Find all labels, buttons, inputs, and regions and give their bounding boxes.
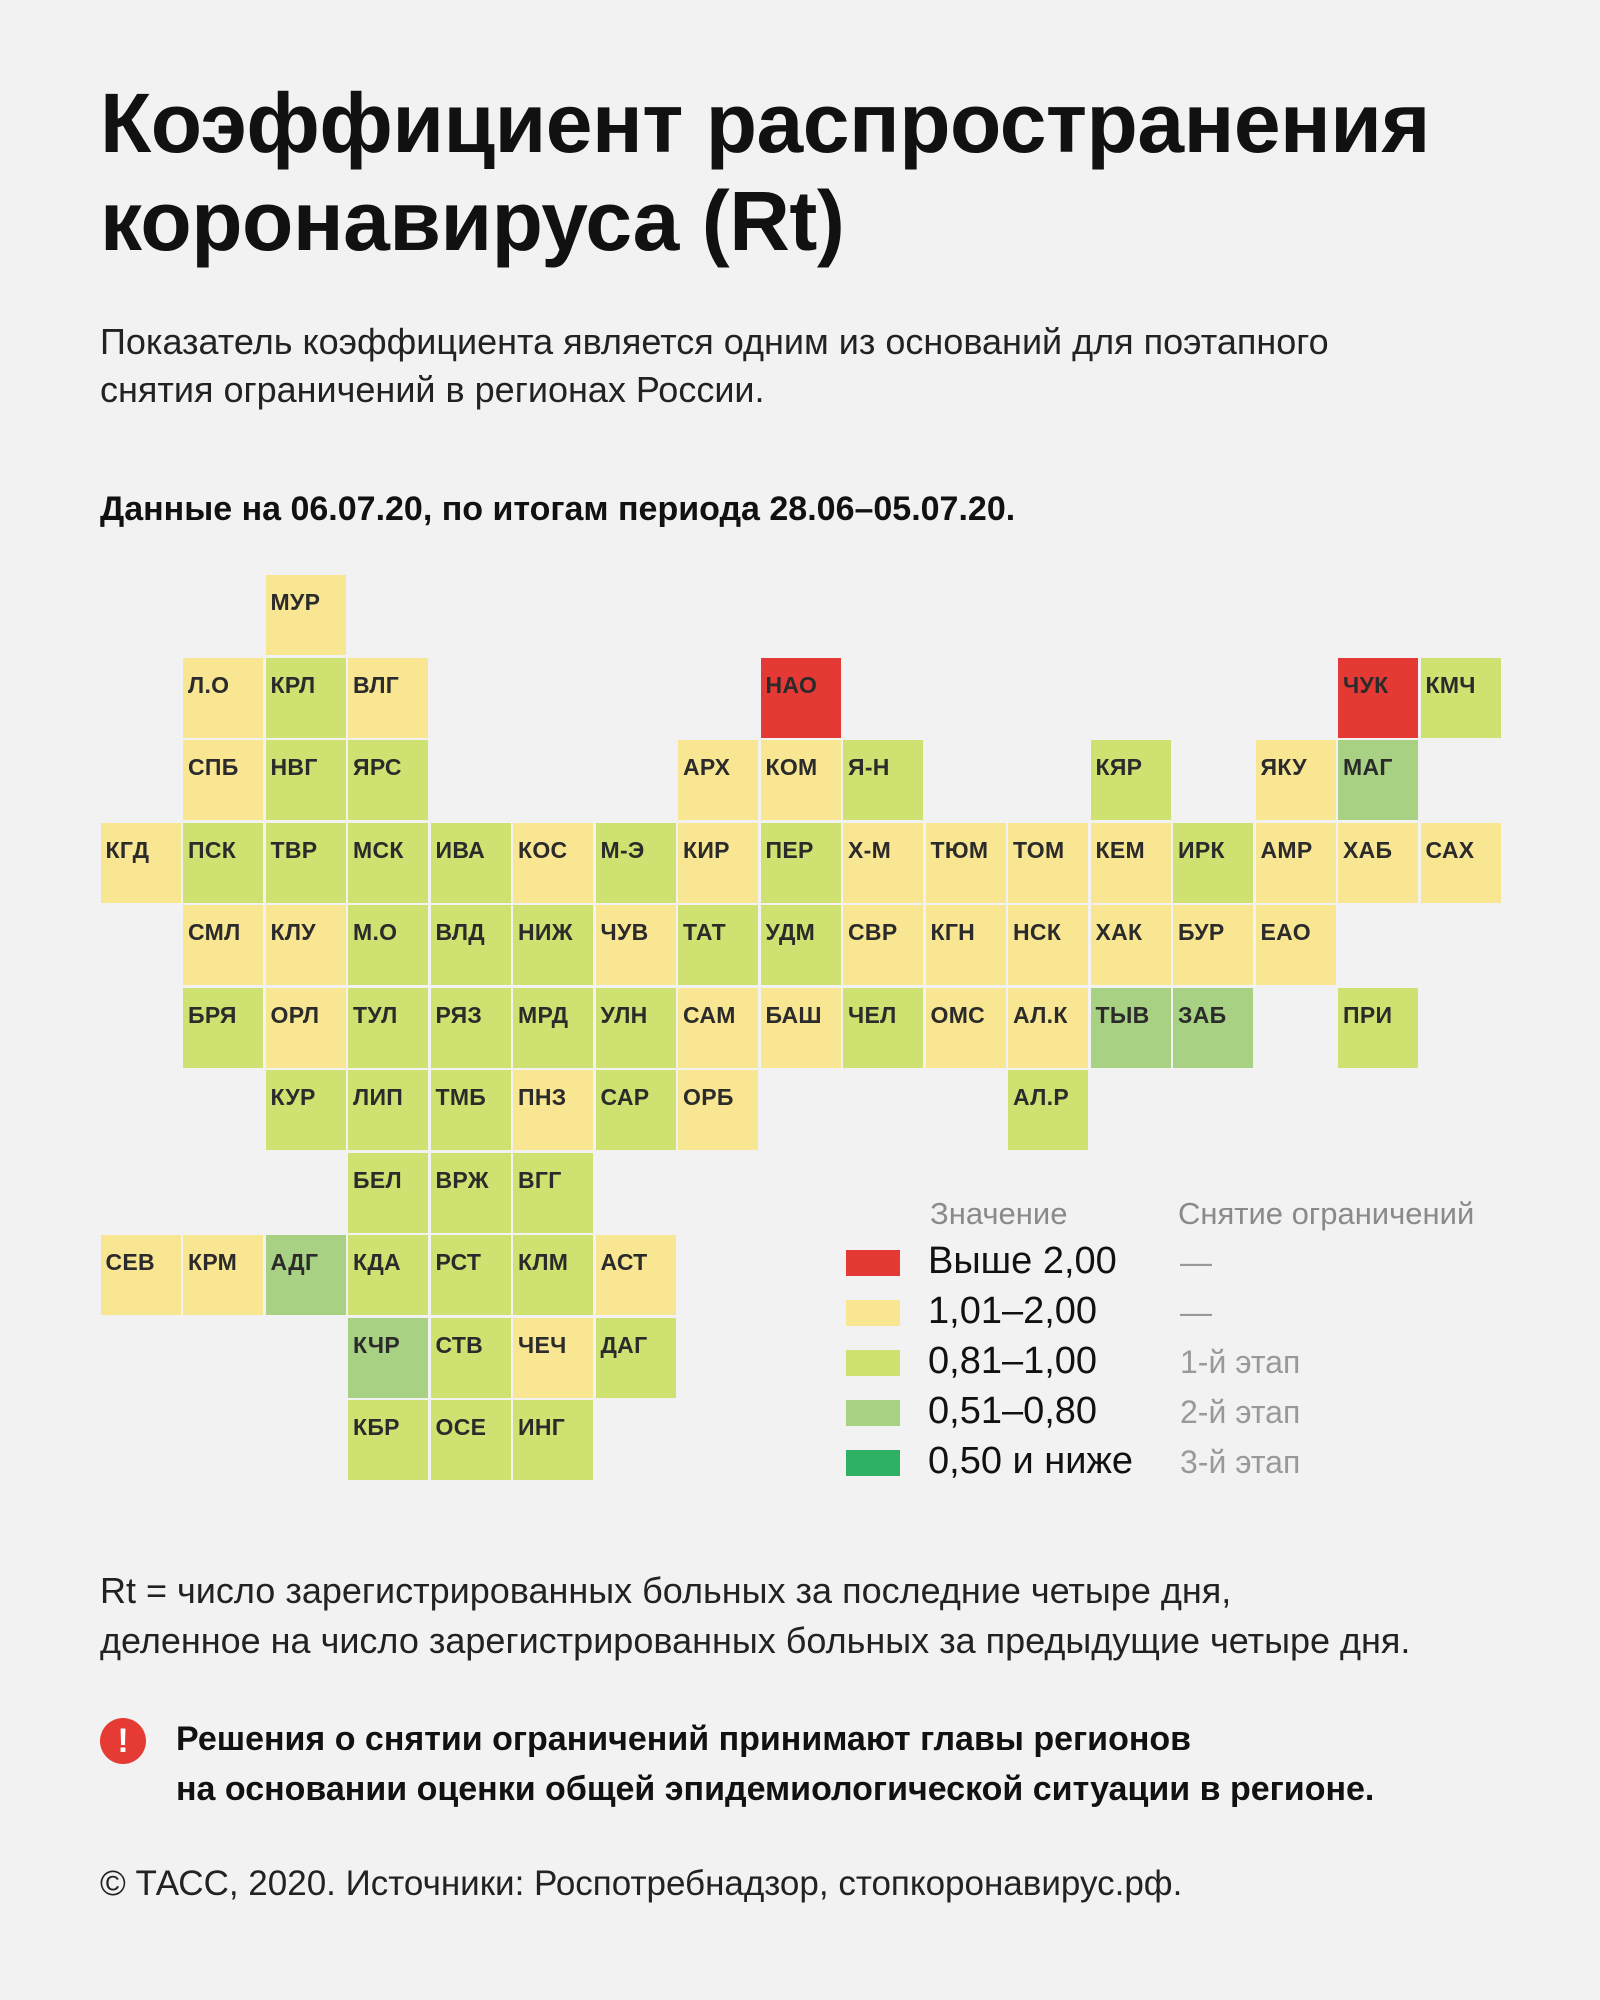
region-tile: КГД [101, 823, 181, 903]
region-tile: КЧР [348, 1318, 428, 1398]
region-tile: ОРЛ [266, 988, 346, 1068]
region-tile: ВЛД [431, 905, 511, 985]
region-tile: ЯКУ [1256, 740, 1336, 820]
legend-stage: 3-й этап [1180, 1444, 1301, 1480]
region-tile: УЛН [596, 988, 676, 1068]
region-tile: ЕАО [1256, 905, 1336, 985]
exclamation-icon: ! [100, 1718, 146, 1764]
region-tile: МУР [266, 575, 346, 655]
region-tile: МРД [513, 988, 593, 1068]
region-tile: КИР [678, 823, 758, 903]
region-tile: УДМ [761, 905, 841, 985]
rt-formula [100, 1566, 1560, 1666]
formula-line-1: Rt = число зарегистрированных больных за последние четыре дня, [100, 1570, 1232, 1611]
legend-item [846, 1292, 1546, 1332]
region-tile: КЯР [1091, 740, 1171, 820]
region-tile: СТВ [431, 1318, 511, 1398]
subtitle-line-2: снятия ограничений в регионах России. [100, 369, 765, 410]
region-tile: РЯЗ [431, 988, 511, 1068]
region-tile: М-Э [596, 823, 676, 903]
region-tile: ЧЕЧ [513, 1318, 593, 1398]
legend-value: 0,50 и ниже [928, 1440, 1134, 1482]
legend-stage: 1-й этап [1180, 1344, 1301, 1380]
region-tile: КРЛ [266, 658, 346, 738]
legend-swatch [846, 1300, 900, 1326]
region-tile: ТАТ [678, 905, 758, 985]
legend-item [846, 1242, 1546, 1282]
legend-stage: — [1180, 1294, 1212, 1330]
region-tile: СПБ [183, 740, 263, 820]
region-tile: ИРК [1173, 823, 1253, 903]
region-tile: КЕМ [1091, 823, 1171, 903]
region-tile: БЕЛ [348, 1153, 428, 1233]
region-tile: ТЮМ [926, 823, 1006, 903]
legend-value: Выше 2,00 [928, 1240, 1117, 1282]
source-credit: © ТАСС, 2020. Источники: Роспотребнадзор, стопкоронавирус.рф. [100, 1864, 1183, 1903]
region-tile: ТВР [266, 823, 346, 903]
region-tile: КБР [348, 1400, 428, 1480]
region-tile: ОСЕ [431, 1400, 511, 1480]
region-tile: ВГГ [513, 1153, 593, 1233]
region-tile: Х-М [843, 823, 923, 903]
region-tile: АЛ.Р [1008, 1070, 1088, 1150]
legend-value: 0,51–0,80 [928, 1390, 1098, 1432]
region-tile: ОМС [926, 988, 1006, 1068]
formula-line-2: деленное на число зарегистрированных больных за предыдущие четыре дня. [100, 1620, 1411, 1661]
region-tile: НИЖ [513, 905, 593, 985]
region-tile: САМ [678, 988, 758, 1068]
region-tile: АМР [1256, 823, 1336, 903]
legend-swatch [846, 1350, 900, 1376]
region-tile: ПСК [183, 823, 263, 903]
region-tile: ЧУВ [596, 905, 676, 985]
region-tile: ИВА [431, 823, 511, 903]
region-tile: НАО [761, 658, 841, 738]
region-tile: КГН [926, 905, 1006, 985]
legend-stage-header: Снятие ограничений [1178, 1196, 1475, 1231]
region-tile: СЕВ [101, 1235, 181, 1315]
title-line-2: коронавируса (Rt) [100, 174, 845, 268]
legend-swatch [846, 1400, 900, 1426]
region-tile: АСТ [596, 1235, 676, 1315]
region-tile: ЧЕЛ [843, 988, 923, 1068]
legend-value: 0,81–1,00 [928, 1340, 1098, 1382]
warning-line-1: Решения о снятии ограничений принимают главы регионов [176, 1720, 1192, 1758]
region-tile: НСК [1008, 905, 1088, 985]
warning-note [176, 1714, 1556, 1814]
region-tile: КОМ [761, 740, 841, 820]
region-tile: АДГ [266, 1235, 346, 1315]
legend-stage: 2-й этап [1180, 1394, 1301, 1430]
region-tile: САР [596, 1070, 676, 1150]
region-tile: АЛ.К [1008, 988, 1088, 1068]
region-tile: КЛУ [266, 905, 346, 985]
region-tile: САХ [1421, 823, 1501, 903]
region-tile: БУР [1173, 905, 1253, 985]
legend-swatch [846, 1250, 900, 1276]
legend-item [846, 1392, 1546, 1432]
region-tile: ТУЛ [348, 988, 428, 1068]
region-tile: БРЯ [183, 988, 263, 1068]
legend-value-header: Значение [930, 1196, 1068, 1231]
region-tile: Я-Н [843, 740, 923, 820]
legend-swatch [846, 1450, 900, 1476]
legend-item [846, 1342, 1546, 1382]
region-tile: ПНЗ [513, 1070, 593, 1150]
region-tile: М.О [348, 905, 428, 985]
region-tile: Л.О [183, 658, 263, 738]
region-tile: ХАК [1091, 905, 1171, 985]
region-tile: ТЫВ [1091, 988, 1171, 1068]
region-tile: СМЛ [183, 905, 263, 985]
warning-line-2: на основании оценки общей эпидемиологической ситуации в регионе. [176, 1770, 1375, 1808]
region-tile: ТОМ [1008, 823, 1088, 903]
region-tile: РСТ [431, 1235, 511, 1315]
legend-value: 1,01–2,00 [928, 1290, 1098, 1332]
legend-stage: — [1180, 1244, 1212, 1280]
title-line-1: Коэффициент распространения [100, 76, 1430, 170]
region-tile: ХАБ [1338, 823, 1418, 903]
region-tile: ЗАБ [1173, 988, 1253, 1068]
region-tile: ЯРС [348, 740, 428, 820]
region-tile: КМЧ [1421, 658, 1501, 738]
data-date-note: Данные на 06.07.20, по итогам периода 28.06–05.07.20. [100, 490, 1016, 528]
region-tile: КОС [513, 823, 593, 903]
region-tile: ОРБ [678, 1070, 758, 1150]
region-tile: ИНГ [513, 1400, 593, 1480]
region-tile: БАШ [761, 988, 841, 1068]
region-tile: МАГ [1338, 740, 1418, 820]
region-tile: КДА [348, 1235, 428, 1315]
region-tile: КЛМ [513, 1235, 593, 1315]
region-tile: АРХ [678, 740, 758, 820]
region-tile: КУР [266, 1070, 346, 1150]
region-tile: ДАГ [596, 1318, 676, 1398]
region-tile: ПЕР [761, 823, 841, 903]
region-tile: ЧУК [1338, 658, 1418, 738]
region-tile: ПРИ [1338, 988, 1418, 1068]
region-tile: МСК [348, 823, 428, 903]
subtitle-line-1: Показатель коэффициента является одним из оснований для поэтапного [100, 321, 1329, 362]
region-tile: НВГ [266, 740, 346, 820]
region-tile: ЛИП [348, 1070, 428, 1150]
legend-item [846, 1442, 1546, 1482]
region-tile: СВР [843, 905, 923, 985]
region-tile: ВРЖ [431, 1153, 511, 1233]
region-tile: ТМБ [431, 1070, 511, 1150]
region-tile: ВЛГ [348, 658, 428, 738]
region-tile: КРМ [183, 1235, 263, 1315]
